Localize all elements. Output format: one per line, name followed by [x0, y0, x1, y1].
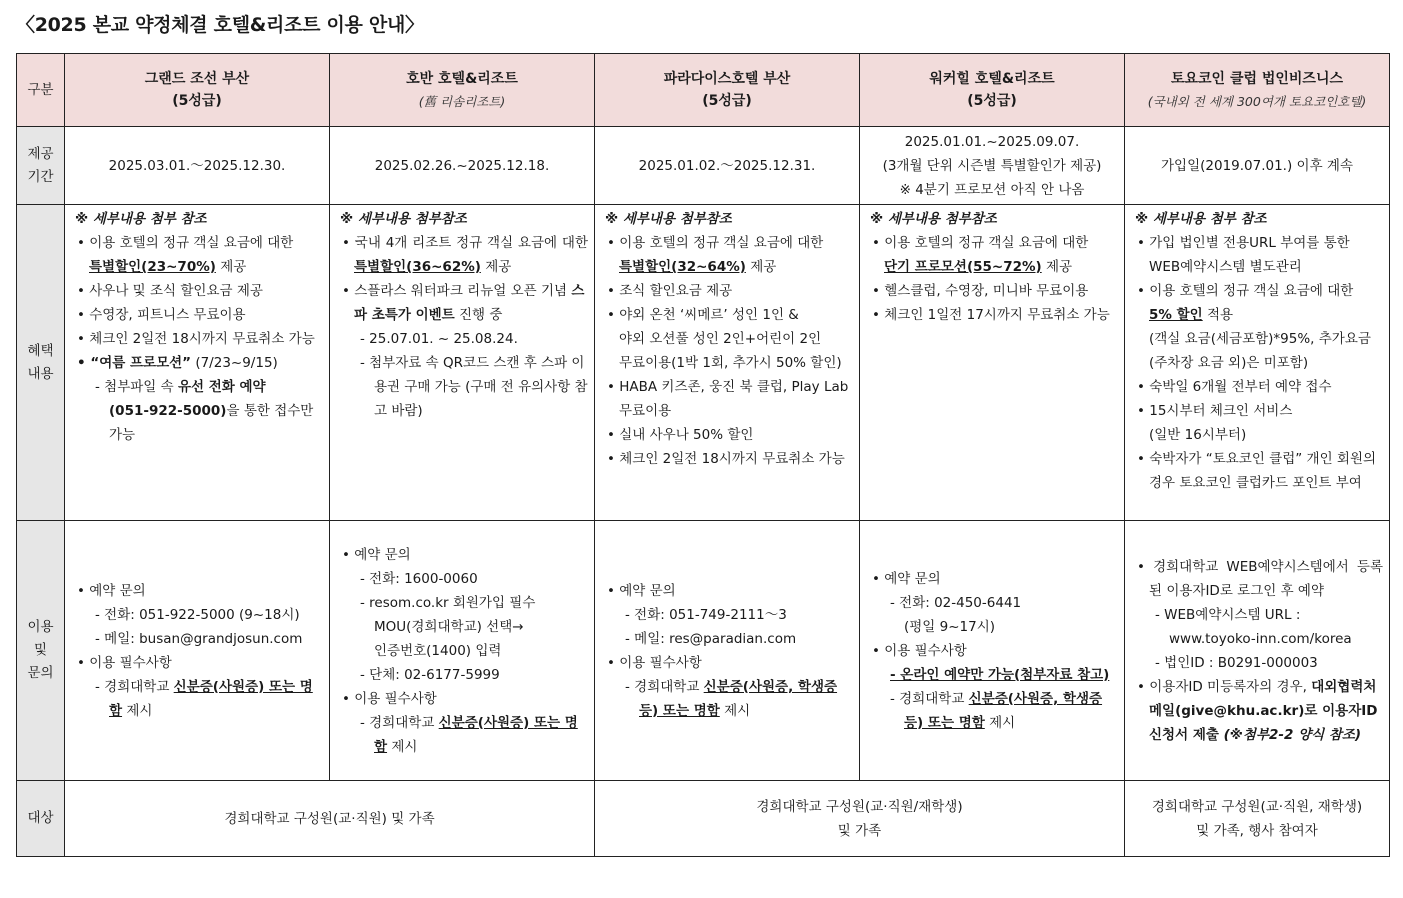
list-subitem: - 경희대학교 신분증(사원증) 또는 명함 제시	[95, 678, 313, 719]
hotel-header-5	[1125, 54, 1390, 127]
period-4: 2025.01.01.~2025.09.07. (3개월 단위 시즌별 특별할인가 제공) ※ 4분기 프로모션 아직 안 나옴	[860, 127, 1125, 205]
period-1: 2025.03.01.～2025.12.30.	[65, 127, 330, 205]
list-item: • 숙박일 6개월 전부터 예약 접수	[1137, 379, 1332, 395]
list-item: • “여름 프로모션” (7/23~9/15)	[77, 355, 278, 371]
detail-note: ※ 세부내용 첨부 참조	[75, 211, 207, 227]
list-subitem: - resom.co.kr 회원가입 필수 MOU(경희대학교) 선택→ 인증번호(1400) 입력	[360, 594, 536, 659]
label-category: 구분	[17, 54, 65, 127]
list-item: • 예약 문의	[872, 570, 941, 587]
list-item: • 야외 온천 ‘씨메르’ 성인 1인 & 야외 오션풀 성인 2인+어린이 2인 무료이용(1박 1회, 추가시 50% 할인)	[607, 307, 842, 371]
benefits-4	[860, 205, 1125, 521]
list-item: • 예약 문의	[77, 582, 146, 599]
list-subitem: - 경희대학교 신분증(사원증, 학생증 등) 또는 명함 제시	[625, 678, 838, 719]
hotel-header-3	[595, 54, 860, 127]
hotel-name: 파라다이스호텔 부산	[663, 70, 791, 87]
list-item: • 실내 사우나 50% 할인	[607, 427, 754, 443]
list-item: • 이용 필수사항	[342, 690, 437, 707]
hotel-name: 토요코인 클럽 법인비즈니스	[1170, 70, 1344, 87]
list-subitem: - 첨부파일 속 유선 전화 예약 (051-922-5000)을 통한 접수만 가능	[95, 379, 314, 443]
phone-contact: - 단체: 02-6177-5999	[360, 666, 500, 683]
detail-note: ※ 세부내용 첨부 참조	[1135, 211, 1267, 227]
benefits-3	[595, 205, 860, 521]
list-item: • 이용 호텔의 정규 객실 요금에 대한 특별할인(32~64%) 제공	[607, 235, 824, 275]
hotel-grade: (5성급)	[967, 92, 1017, 109]
usage-5	[1125, 521, 1390, 781]
list-subitem: - 경희대학교 신분증(사원증, 학생증 등) 또는 명함 제시	[890, 690, 1103, 731]
label-benefits: 혜택 내용	[17, 205, 65, 521]
list-subitem: - WEB예약시스템 URL : www.toyoko-inn.com/korea	[1155, 606, 1352, 647]
list-item: • 예약 문의	[342, 546, 411, 563]
hotel-name: 그랜드 조선 부산	[144, 70, 250, 87]
usage-2	[330, 521, 595, 781]
label-target: 대상	[17, 781, 65, 857]
benefits-2	[330, 205, 595, 521]
list-subitem: - 첨부자료 속 QR코드 스캔 후 스파 이용권 구매 가능 (구매 전 유의사항 참고 바람)	[360, 355, 588, 419]
period-3: 2025.01.02.～2025.12.31.	[595, 127, 860, 205]
hotel-name: 워커힐 호텔&리조트	[929, 70, 1055, 87]
hotel-header-2	[330, 54, 595, 127]
list-subitem: - 경희대학교 신분증(사원증) 또는 명함 제시	[360, 714, 578, 755]
phone-contact: - 전화: 02-450-6441 (평일 9~17시)	[890, 594, 1022, 635]
list-item: • 이용 호텔의 정규 객실 요금에 대한 5% 할인 적용 (객실 요금(세금포함)*95%, 추가요금(주차장 요금 외)은 미포함)	[1137, 283, 1371, 371]
email-contact: - 메일: busan@grandjosun.com	[95, 630, 303, 647]
list-item: • 체크인 2일전 18시까지 무료취소 가능	[607, 451, 845, 467]
label-period: 제공 기간	[17, 127, 65, 205]
list-item: • 예약 문의	[607, 582, 676, 599]
period-2: 2025.02.26.~2025.12.18.	[330, 127, 595, 205]
hotel-grade: (5성급)	[702, 92, 752, 109]
list-item: • 경희대학교 WEB예약시스템에서 등록된 이용자ID로 로그인 후 예약	[1137, 558, 1383, 599]
list-item: • 사우나 및 조식 할인요금 제공	[77, 283, 263, 299]
usage-1	[65, 521, 330, 781]
phone-contact: - 전화: 051-749-2111～3	[625, 606, 787, 623]
detail-note: ※ 세부내용 첨부참조	[340, 211, 467, 227]
target-row	[17, 781, 1390, 857]
list-item: • 조식 할인요금 제공	[607, 283, 733, 299]
period-row	[17, 127, 1390, 205]
list-item: • 스플라스 워터파크 리뉴얼 오픈 기념 스파 초특가 이벤트 진행 중	[342, 283, 585, 323]
hotel-subtitle: (舊 리솜리조트)	[418, 93, 506, 109]
list-subitem: - 25.07.01. ~ 25.08.24.	[360, 331, 518, 347]
list-item: • 이용 필수사항	[77, 654, 172, 671]
phone-contact: - 전화: 051-922-5000 (9~18시)	[95, 606, 300, 623]
benefits-row	[17, 205, 1390, 521]
list-item: • 수영장, 피트니스 무료이용	[77, 307, 246, 323]
list-item: • 헬스클럽, 수영장, 미니바 무료이용	[872, 283, 1089, 299]
hotel-subtitle: (국내외 전 세계 300여개 토요코인호텔)	[1147, 93, 1367, 109]
detail-note: ※ 세부내용 첨부참조	[605, 211, 732, 227]
page-title: 〈2025 본교 약정체결 호텔&리조트 이용 안내〉	[16, 14, 424, 36]
list-item: • 이용자ID 미등록자의 경우, 대외협력처 메일(give@khu.ac.kr)로 이용자ID 신청서 제출 (※첨부2-2 양식 참조)	[1137, 678, 1378, 743]
usage-4	[860, 521, 1125, 781]
usage-row	[17, 521, 1390, 781]
list-item: • 이용 호텔의 정규 객실 요금에 대한 특별할인(23~70%) 제공	[77, 235, 294, 275]
list-subitem: - 법인ID : B0291-000003	[1155, 654, 1318, 671]
list-item: • 체크인 1일전 17시까지 무료취소 가능	[872, 307, 1110, 323]
target-1: 경희대학교 구성원(교·직원) 및 가족	[65, 781, 595, 857]
hotel-grade: (5성급)	[172, 92, 222, 109]
list-item: • 체크인 2일전 18시까지 무료취소 가능	[77, 331, 315, 347]
hotel-name: 호반 호텔&리조트	[406, 70, 518, 87]
target-2: 경희대학교 구성원(교·직원/재학생) 및 가족	[595, 781, 1125, 857]
list-subitem: - 온라인 예약만 가능(첨부자료 참고)	[890, 666, 1110, 683]
label-usage: 이용 및 문의	[17, 521, 65, 781]
list-item: • HABA 키즈존, 웅진 북 클럽, Play Lab 무료이용	[607, 379, 849, 419]
list-item: • 15시부터 체크인 서비스 (일반 16시부터)	[1137, 403, 1293, 443]
list-item: • 국내 4개 리조트 정규 객실 요금에 대한 특별할인(36~62%) 제공	[342, 235, 588, 275]
list-item: • 숙박자가 “토요코인 클럽” 개인 회원의 경우 토요코인 클럽카드 포인트 부여	[1137, 451, 1377, 491]
hotel-info-table	[16, 53, 1390, 857]
benefits-1	[65, 205, 330, 521]
hotel-header-4	[860, 54, 1125, 127]
phone-contact: - 전화: 1600-0060	[360, 570, 478, 587]
list-item: • 이용 호텔의 정규 객실 요금에 대한 단기 프로모션(55~72%) 제공	[872, 235, 1089, 275]
detail-note: ※ 세부내용 첨부참조	[870, 211, 997, 227]
list-item: • 이용 필수사항	[607, 654, 702, 671]
email-contact: - 메일: res@paradian.com	[625, 630, 797, 647]
usage-3	[595, 521, 860, 781]
hotel-header-1	[65, 54, 330, 127]
list-item: • 이용 필수사항	[872, 642, 967, 659]
list-item: • 가입 법인별 전용URL 부여를 통한 WEB예약시스템 별도관리	[1137, 235, 1350, 275]
target-3: 경희대학교 구성원(교·직원, 재학생) 및 가족, 행사 참여자	[1125, 781, 1390, 857]
header-row	[17, 54, 1390, 127]
benefits-5	[1125, 205, 1390, 521]
period-5: 가입일(2019.07.01.) 이후 계속	[1125, 127, 1390, 205]
